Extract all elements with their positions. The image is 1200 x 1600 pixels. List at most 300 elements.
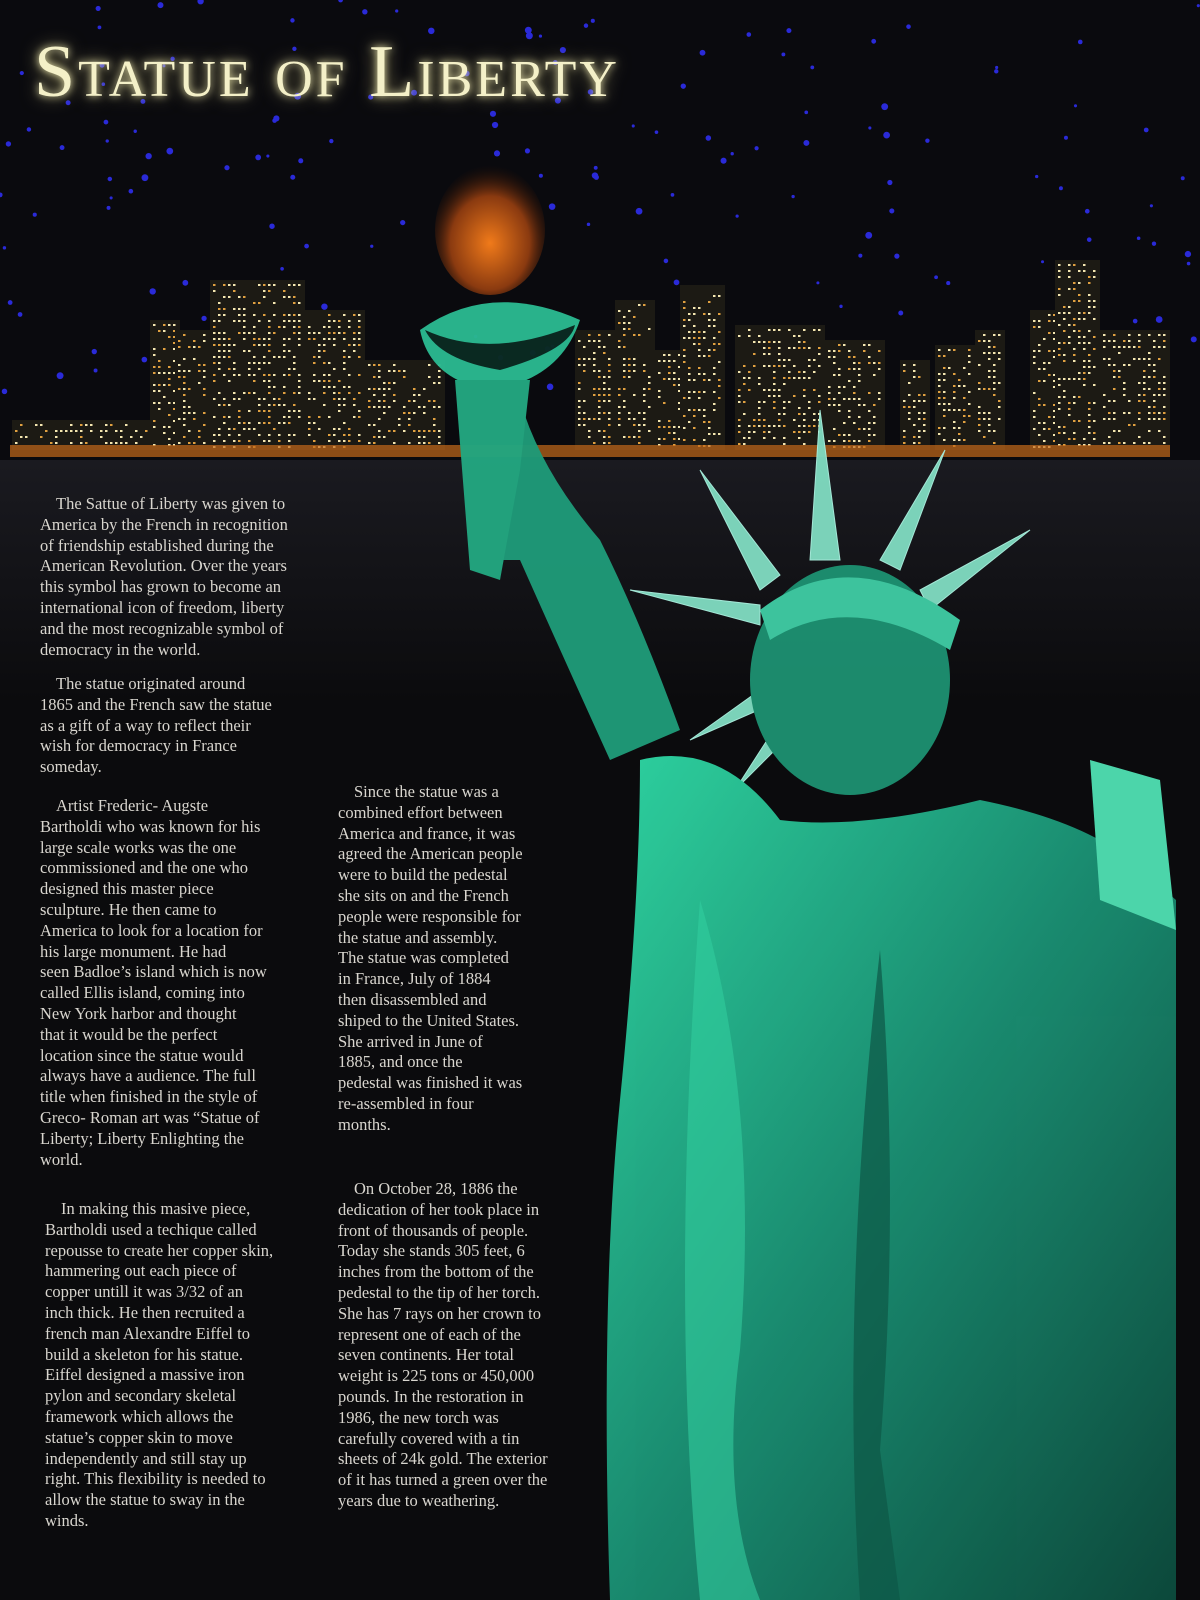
window-light [343, 338, 346, 340]
window-light [713, 319, 716, 321]
window-light [873, 422, 876, 424]
window-light [838, 410, 841, 412]
window-light [1043, 440, 1046, 442]
window-light [753, 341, 756, 343]
star [201, 316, 206, 321]
window-light [598, 412, 601, 414]
window-light [218, 308, 221, 310]
window-light [1073, 420, 1076, 422]
window-light [203, 412, 206, 414]
window-light [1033, 362, 1036, 364]
window-light [283, 422, 286, 424]
window-light [1048, 332, 1051, 334]
window-light [578, 418, 581, 420]
star [98, 25, 102, 29]
window-light [308, 398, 311, 400]
window-light [708, 301, 711, 303]
window-light [953, 385, 956, 387]
window-light [253, 374, 256, 376]
window-light [293, 314, 296, 316]
window-light [80, 442, 83, 444]
window-light [233, 344, 236, 346]
star [94, 369, 98, 373]
window-light [233, 440, 236, 442]
window-light [178, 340, 181, 342]
window-light [1108, 358, 1111, 360]
window-light [348, 386, 351, 388]
star [1150, 204, 1153, 207]
window-light [313, 356, 316, 358]
window-light [213, 374, 216, 376]
star [18, 312, 23, 317]
window-light [1088, 300, 1091, 302]
window-light [1163, 376, 1166, 378]
window-light [223, 314, 226, 316]
window-light [233, 428, 236, 430]
window-light [273, 314, 276, 316]
window-light [168, 366, 171, 368]
window-light [263, 398, 266, 400]
window-light [433, 382, 436, 384]
window-light [683, 307, 686, 309]
window-light [908, 412, 911, 414]
window-light [743, 413, 746, 415]
window-light [1038, 326, 1041, 328]
window-light [783, 443, 786, 445]
window-light [263, 374, 266, 376]
window-light [923, 418, 926, 420]
paragraph-origin: The statue originated around 1865 and the French saw the statue as a gift of a way to reflect their wish for democracy in France someday. [40, 674, 272, 777]
window-light [718, 331, 721, 333]
window-light [683, 325, 686, 327]
window-light [348, 344, 351, 346]
window-light [413, 412, 416, 414]
window-light [768, 365, 771, 367]
window-light [633, 316, 636, 318]
window-light [1133, 442, 1136, 444]
window-light [288, 410, 291, 412]
window-light [838, 350, 841, 352]
window-light [958, 427, 961, 429]
star [157, 2, 163, 8]
window-light [188, 406, 191, 408]
window-light [163, 372, 166, 374]
window-light [373, 388, 376, 390]
window-light [848, 440, 851, 442]
window-light [803, 419, 806, 421]
window-light [968, 355, 971, 357]
window-light [1033, 428, 1036, 430]
window-light [1048, 320, 1051, 322]
window-light [853, 386, 856, 388]
window-light [698, 409, 701, 411]
window-light [368, 364, 371, 366]
window-light [783, 437, 786, 439]
star [1144, 128, 1149, 133]
window-light [368, 388, 371, 390]
window-light [783, 377, 786, 379]
window-light [913, 370, 916, 372]
window-light [593, 442, 596, 444]
window-light [263, 410, 266, 412]
window-light [603, 346, 606, 348]
window-light [623, 334, 626, 336]
window-light [843, 386, 846, 388]
window-light [408, 424, 411, 426]
window-light [338, 320, 341, 322]
window-light [213, 284, 216, 286]
window-light [1088, 354, 1091, 356]
window-light [683, 337, 686, 339]
star [2, 389, 7, 394]
window-light [1103, 358, 1106, 360]
torch-flame [435, 165, 545, 295]
window-light [153, 324, 156, 326]
window-light [768, 353, 771, 355]
window-light [223, 416, 226, 418]
window-light [618, 406, 621, 408]
window-light [1093, 276, 1096, 278]
window-light [1038, 404, 1041, 406]
window-light [1083, 264, 1086, 266]
window-light [413, 394, 416, 396]
window-light [298, 320, 301, 322]
star [791, 195, 794, 198]
window-light [748, 335, 751, 337]
window-light [393, 364, 396, 366]
window-light [658, 420, 661, 422]
star [594, 166, 598, 170]
window-light [783, 359, 786, 361]
star [736, 215, 739, 218]
window-light [438, 370, 441, 372]
window-light [213, 356, 216, 358]
window-light [663, 426, 666, 428]
window-light [1048, 374, 1051, 376]
window-light [638, 424, 641, 426]
window-light [708, 319, 711, 321]
window-light [828, 350, 831, 352]
window-light [343, 386, 346, 388]
window-light [1158, 394, 1161, 396]
window-light [688, 397, 691, 399]
window-light [578, 388, 581, 390]
window-light [713, 325, 716, 327]
window-light [293, 392, 296, 394]
window-light [588, 340, 591, 342]
window-light [853, 398, 856, 400]
window-light [938, 403, 941, 405]
window-light [158, 408, 161, 410]
star [280, 267, 284, 271]
window-light [1058, 354, 1061, 356]
window-light [378, 364, 381, 366]
window-light [623, 316, 626, 318]
window-light [278, 398, 281, 400]
window-light [683, 355, 686, 357]
window-light [738, 401, 741, 403]
star [549, 203, 556, 210]
window-light [1088, 414, 1091, 416]
window-light [1143, 388, 1146, 390]
window-light [228, 404, 231, 406]
star [946, 281, 950, 285]
window-light [693, 439, 696, 441]
window-light [283, 392, 286, 394]
window-light [100, 430, 103, 432]
window-light [383, 406, 386, 408]
window-light [378, 436, 381, 438]
window-light [1058, 432, 1061, 434]
window-light [763, 353, 766, 355]
window-light [603, 400, 606, 402]
window-light [298, 392, 301, 394]
window-light [838, 392, 841, 394]
window-light [758, 407, 761, 409]
window-light [593, 388, 596, 390]
window-light [1138, 418, 1141, 420]
window-light [213, 320, 216, 322]
window-light [343, 398, 346, 400]
window-light [1073, 438, 1076, 440]
window-light [125, 442, 128, 444]
window-light [778, 425, 781, 427]
window-light [418, 436, 421, 438]
window-light [988, 412, 991, 414]
window-light [1113, 400, 1116, 402]
window-light [193, 442, 196, 444]
window-light [298, 284, 301, 286]
window-light [298, 302, 301, 304]
star [321, 303, 327, 309]
window-light [608, 388, 611, 390]
window-light [608, 400, 611, 402]
window-light [763, 425, 766, 427]
window-light [378, 376, 381, 378]
window-light [633, 436, 636, 438]
window-light [1093, 306, 1096, 308]
window-light [988, 370, 991, 372]
window-light [773, 371, 776, 373]
window-light [1058, 270, 1061, 272]
star [994, 69, 998, 73]
window-light [953, 439, 956, 441]
window-light [1163, 418, 1166, 420]
window-light [238, 374, 241, 376]
window-light [163, 396, 166, 398]
window-light [163, 432, 166, 434]
window-light [218, 434, 221, 436]
window-light [693, 427, 696, 429]
window-light [1153, 370, 1156, 372]
window-light [253, 428, 256, 430]
window-light [673, 438, 676, 440]
window-light [603, 442, 606, 444]
window-light [228, 368, 231, 370]
window-light [803, 443, 806, 445]
window-light [958, 409, 961, 411]
window-light [963, 415, 966, 417]
window-light [798, 341, 801, 343]
window-light [318, 350, 321, 352]
window-light [218, 404, 221, 406]
window-light [228, 344, 231, 346]
paragraph-assembly: Since the statue was a combined effort between America and france, it was agreed the American people were to build the pedestal she sits on and the French people were responsible for the statue and assembly. The statue was completed in France, July of 1884 then disassembled and shiped to the United States. She arrived in June of 1885, and once the pedestal was finished it was re-assembled in four months. [338, 782, 523, 1134]
star [1078, 40, 1083, 45]
window-light [228, 350, 231, 352]
window-light [748, 425, 751, 427]
window-light [358, 434, 361, 436]
window-light [218, 362, 221, 364]
window-light [693, 325, 696, 327]
window-light [1073, 354, 1076, 356]
window-light [228, 296, 231, 298]
window-light [398, 370, 401, 372]
window-light [1058, 384, 1061, 386]
window-light [1063, 390, 1066, 392]
window-light [608, 334, 611, 336]
window-light [218, 332, 221, 334]
window-light [683, 349, 686, 351]
window-light [268, 350, 271, 352]
window-light [988, 346, 991, 348]
window-light [578, 400, 581, 402]
window-light [1163, 412, 1166, 414]
window-light [1148, 352, 1151, 354]
window-light [923, 430, 926, 432]
window-light [803, 389, 806, 391]
window-light [268, 422, 271, 424]
window-light [308, 422, 311, 424]
window-light [918, 430, 921, 432]
window-light [598, 406, 601, 408]
window-light [718, 397, 721, 399]
window-light [158, 390, 161, 392]
window-light [368, 400, 371, 402]
window-light [983, 436, 986, 438]
window-light [338, 428, 341, 430]
window-light [603, 394, 606, 396]
window-light [418, 394, 421, 396]
window-light [868, 344, 871, 346]
window-light [838, 368, 841, 370]
window-light [288, 422, 291, 424]
window-light [408, 400, 411, 402]
window-light [238, 434, 241, 436]
window-light [178, 388, 181, 390]
window-light [343, 368, 346, 370]
window-light [993, 394, 996, 396]
window-light [418, 442, 421, 444]
window-light [708, 433, 711, 435]
window-light [943, 403, 946, 405]
star [27, 127, 31, 131]
window-light [688, 367, 691, 369]
window-light [593, 364, 596, 366]
window-light [258, 398, 261, 400]
window-light [203, 442, 206, 444]
window-light [1063, 342, 1066, 344]
window-light [268, 362, 271, 364]
window-light [243, 350, 246, 352]
window-light [623, 364, 626, 366]
window-light [193, 412, 196, 414]
window-light [40, 424, 43, 426]
window-light [618, 322, 621, 324]
window-light [753, 353, 756, 355]
window-light [120, 442, 123, 444]
star [906, 24, 911, 29]
window-light [178, 346, 181, 348]
star [674, 279, 680, 285]
window-light [328, 416, 331, 418]
window-light [643, 370, 646, 372]
window-light [1158, 382, 1161, 384]
window-light [668, 366, 671, 368]
window-light [748, 377, 751, 379]
window-light [693, 379, 696, 381]
window-light [258, 404, 261, 406]
window-light [808, 377, 811, 379]
window-light [353, 350, 356, 352]
window-light [1073, 282, 1076, 284]
star [1074, 104, 1077, 107]
window-light [643, 418, 646, 420]
window-light [698, 397, 701, 399]
window-light [348, 320, 351, 322]
window-light [348, 356, 351, 358]
window-light [293, 326, 296, 328]
window-light [153, 426, 156, 428]
window-light [1123, 364, 1126, 366]
window-light [993, 388, 996, 390]
window-light [738, 425, 741, 427]
window-light [388, 370, 391, 372]
window-light [243, 314, 246, 316]
window-light [688, 373, 691, 375]
window-light [343, 404, 346, 406]
window-light [293, 296, 296, 298]
window-light [203, 340, 206, 342]
window-light [298, 332, 301, 334]
window-light [1048, 416, 1051, 418]
window-light [658, 438, 661, 440]
window-light [978, 364, 981, 366]
window-light [963, 367, 966, 369]
star [1041, 260, 1044, 263]
window-light [798, 371, 801, 373]
window-light [718, 295, 721, 297]
window-light [923, 394, 926, 396]
window-light [1143, 394, 1146, 396]
window-light [903, 370, 906, 372]
star [329, 139, 333, 143]
star [706, 135, 712, 141]
window-light [293, 320, 296, 322]
window-light [318, 416, 321, 418]
window-light [983, 352, 986, 354]
window-light [233, 368, 236, 370]
window-light [398, 418, 401, 420]
star [1087, 237, 1092, 242]
window-light [623, 400, 626, 402]
window-light [803, 377, 806, 379]
window-light [778, 395, 781, 397]
window-light [913, 436, 916, 438]
window-light [1083, 372, 1086, 374]
window-light [813, 425, 816, 427]
window-light [288, 440, 291, 442]
